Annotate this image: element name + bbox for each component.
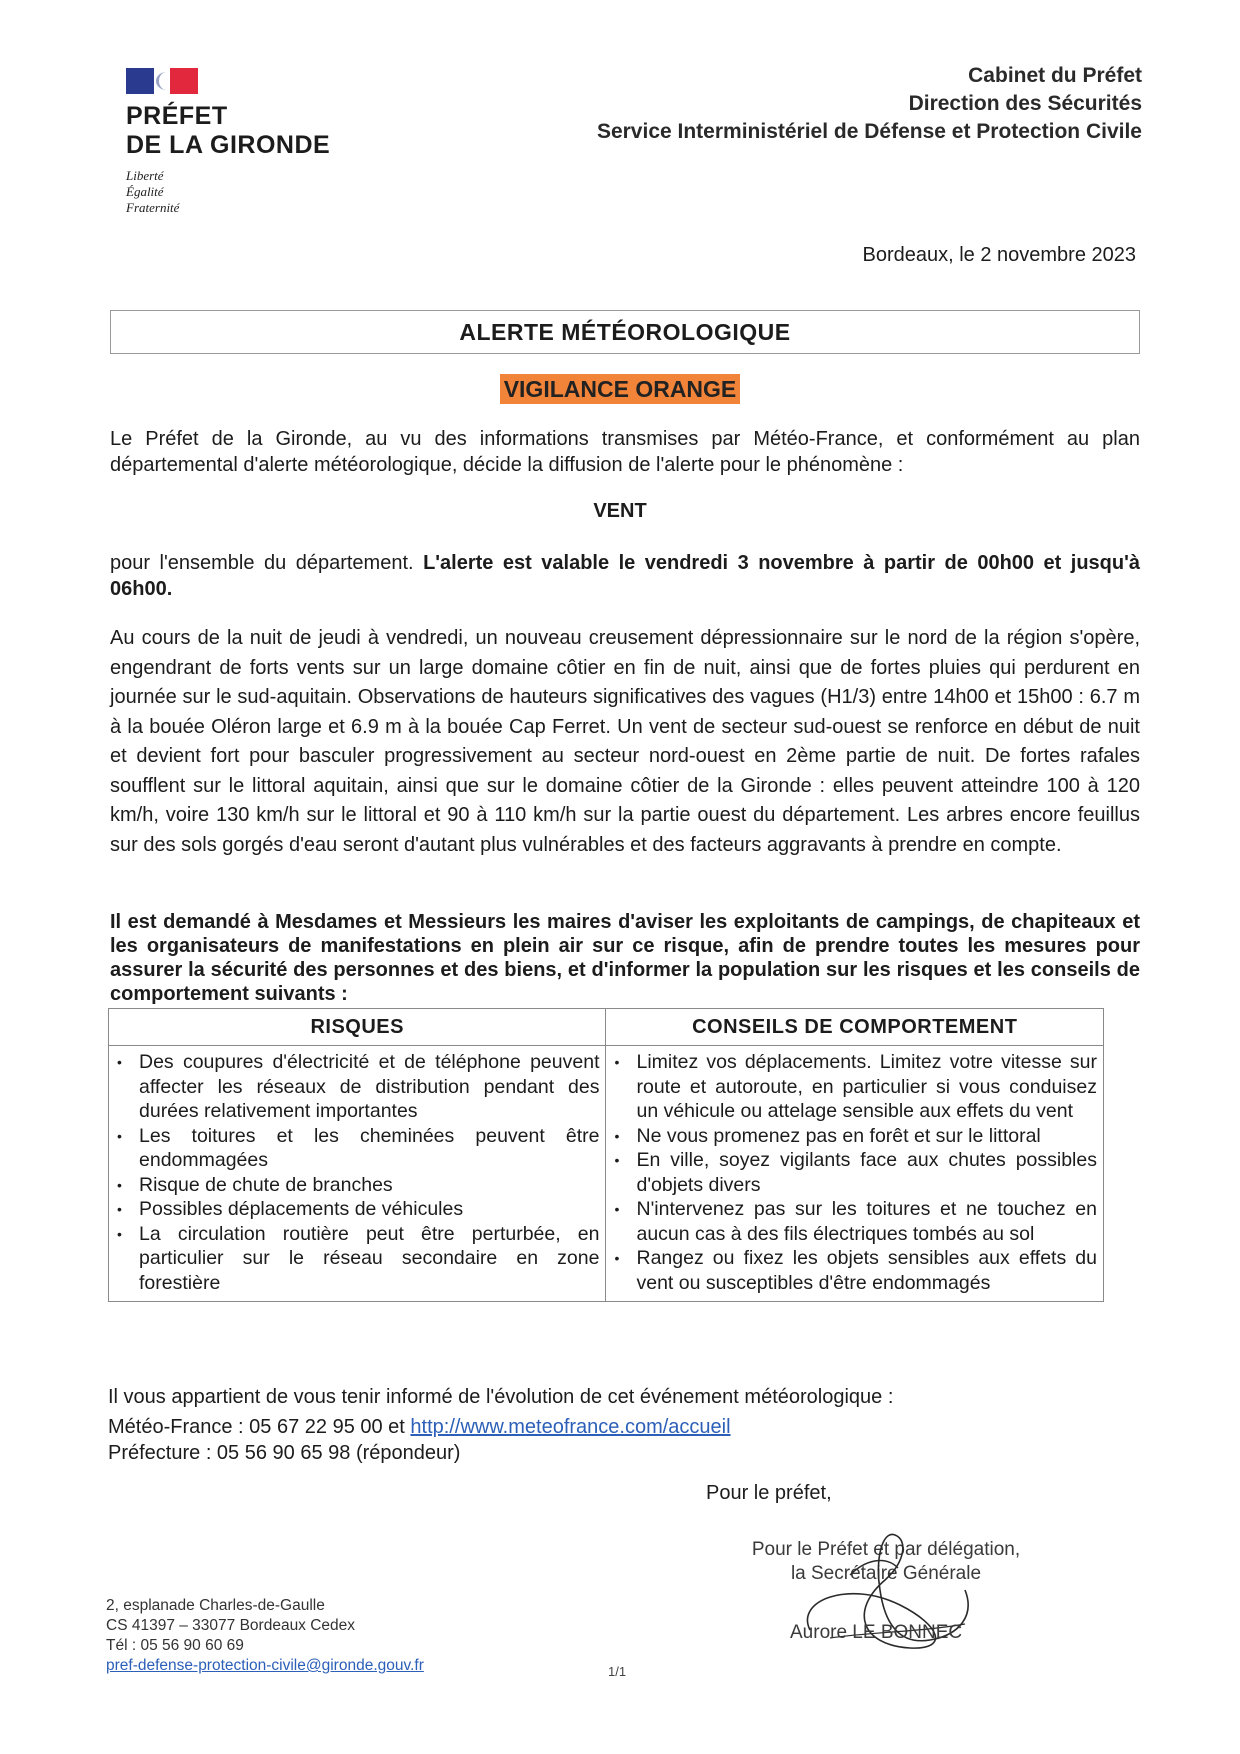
- marianne-flag-icon: [126, 68, 198, 94]
- date-line: Bordeaux, le 2 novembre 2023: [862, 244, 1136, 266]
- signature-salutation: Pour le préfet,: [706, 1482, 832, 1504]
- meteo-phone: Météo-France : 05 67 22 95 00 et: [108, 1416, 411, 1438]
- address-line-1: 2, esplanade Charles-de-Gaulle: [106, 1597, 325, 1614]
- info-line: Il vous appartient de vous tenir informé de l'évolution de cet événement météorologique :: [108, 1386, 894, 1408]
- footer-address: [106, 1596, 424, 1676]
- risks-cell: [109, 1046, 606, 1302]
- prefecture-logo: [126, 68, 386, 216]
- validity-period: L'alerte est valable le vendredi 3 novembre à partir de 00h00 et jusqu'à 06h00.: [110, 552, 1140, 600]
- meteo-contact: [108, 1414, 731, 1440]
- risks-advice-table: [108, 1008, 1104, 1302]
- address-line-2: CS 41397 – 33077 Bordeaux Cedex: [106, 1617, 356, 1634]
- advice-item: • Limitez vos déplacements. Limitez votre vitesse sur route et autoroute, en particulier si vous conduisez un véhicule ou attelage sensible aux effets du vent: [610, 1050, 1097, 1124]
- description-paragraph: Au cours de la nuit de jeudi à vendredi, un nouveau creusement dépressionnaire sur le nord de la région s'opère, engendrant de forts vents sur un large domaine côtier en fin de nuit, ainsi que de fortes pluies qui perdurent en journée sur le sud-aquitain. Observations de hauteurs significatives des vagues (H1/3) entre 14h00 et 15h00 : 6.7 m à la bouée Oléron large et 6.9 m à la bouée Cap Ferret. Un vent de secteur sud-ouest se renforce en début de nuit et devient fort pour basculer progressivement au secteur nord-ouest en 2ème partie de nuit. De fortes rafales soufflent sur le littoral aquitain, ainsi que sur le domaine côtier de la Gironde : elles peuvent atteindre 100 à 120 km/h, voire 130 km/h sur le littoral et 90 à 110 km/h sur la partie ouest du département. Les arbres encore feuillus sur des sols gorgés d'eau seront d'autant plus vulnérables et des facteurs aggravants à prendre en compte.: [110, 627, 1140, 856]
- scope-paragraph: [110, 550, 1140, 602]
- advice-item: • En ville, soyez vigilants face aux chutes possibles d'objets divers: [610, 1148, 1097, 1197]
- devise-fraternite: Fraternité: [126, 200, 180, 215]
- intro-paragraph: Le Préfet de la Gironde, au vu des informations transmises par Météo-France, et conformément au plan départemental d'alerte météorologique, décide la diffusion de l'alerte pour le phénomène :: [110, 428, 1140, 476]
- devise-egalite: Égalité: [126, 184, 164, 199]
- prefecture-contact: Préfecture : 05 56 90 65 98 (répondeur): [108, 1442, 461, 1464]
- header-risques: RISQUES: [109, 1009, 606, 1046]
- footer-phone: Tél : 05 56 90 60 69: [106, 1637, 244, 1654]
- signatory-name: Aurore LE BONNEC: [790, 1622, 963, 1643]
- signature-line-1: Pour le Préfet et par délégation,: [751, 1539, 1021, 1560]
- request-paragraph: Il est demandé à Mesdames et Messieurs les maires d'aviser les exploitants de campings, de chapiteaux et les organisateurs de manifestations en plein air sur ce risque, afin de prendre toutes les mesures pour assurer la sécurité des personnes et des biens, et d'informer la population sur les risques et les conseils de comportement suivants :: [110, 911, 1140, 1005]
- phenomenon: VENT: [593, 500, 647, 522]
- risk-item: • Possibles déplacements de véhicules: [113, 1197, 599, 1222]
- risk-item: • Des coupures d'électricité et de téléphone peuvent affecter les réseaux de distribution pendant des durées relativement importantes: [113, 1050, 599, 1124]
- issuing-service: [597, 62, 1142, 146]
- cabinet-line-2: Direction des Sécurités: [908, 92, 1142, 115]
- logo-line-1: PRÉFET: [126, 102, 228, 130]
- devise: [126, 168, 386, 216]
- advice-item: • Ne vous promenez pas en forêt et sur le littoral: [610, 1124, 1097, 1149]
- risk-item: • La circulation routière peut être perturbée, en particulier sur le réseau secondaire en zone forestière: [113, 1222, 599, 1296]
- advice-cell: [606, 1046, 1104, 1302]
- document-title: ALERTE MÉTÉOROLOGIQUE: [110, 310, 1140, 354]
- logo-line-2: DE LA GIRONDE: [126, 131, 331, 159]
- cabinet-line-1: Cabinet du Préfet: [968, 64, 1142, 87]
- contacts: [108, 1414, 731, 1466]
- footer-email-link[interactable]: pref-defense-protection-civile@gironde.gouv.fr: [106, 1657, 424, 1674]
- risk-item: • Les toitures et les cheminées peuvent être endommagées: [113, 1124, 599, 1173]
- page-number: 1/1: [608, 1664, 627, 1679]
- advice-item: • Rangez ou fixez les objets sensibles aux effets du vent ou susceptibles d'être endommagés: [610, 1246, 1097, 1295]
- risk-item: • Risque de chute de branches: [113, 1173, 599, 1198]
- vigilance-level-badge: VIGILANCE ORANGE: [500, 374, 741, 404]
- meteofrance-link[interactable]: http://www.meteofrance.com/accueil: [410, 1416, 731, 1438]
- cabinet-line-3: Service Interministériel de Défense et Protection Civile: [596, 120, 1142, 143]
- header-conseils: CONSEILS DE COMPORTEMENT: [606, 1009, 1104, 1046]
- scope-prefix: pour l'ensemble du département.: [110, 552, 424, 574]
- devise-liberte: Liberté: [126, 168, 164, 183]
- advice-item: • N'intervenez pas sur les toitures et ne touchez en aucun cas à des fils électriques tombés au sol: [610, 1197, 1097, 1246]
- signature-line-2: la Secrétaire Générale: [790, 1563, 982, 1584]
